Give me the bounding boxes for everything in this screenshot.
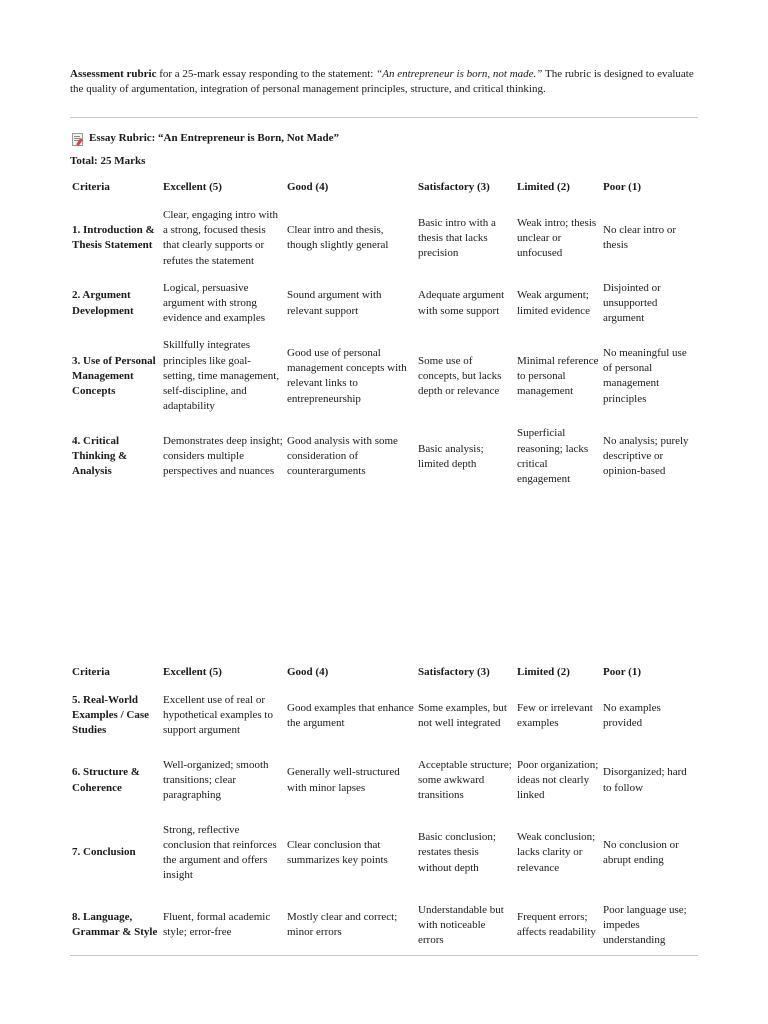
descriptor-cell: Frequent errors; affects readability: [517, 911, 596, 939]
descriptor-cell: Some examples, but not well integrated: [418, 701, 507, 729]
descriptor-cell: Mostly clear and correct; minor errors: [287, 911, 398, 939]
descriptor-cell: Good analysis with some consideration of counterarguments: [287, 435, 398, 478]
column-header: Criteria: [72, 181, 110, 194]
descriptor-cell: Clear, engaging intro with a strong, focused thesis that clearly supports or refutes the statement: [163, 209, 279, 267]
criterion-cell: 8. Language, Grammar & Style: [72, 911, 158, 939]
descriptor-cell: Clear conclusion that summarizes key points: [287, 838, 388, 867]
divider-bottom: [70, 955, 698, 956]
column-header: Poor (1): [603, 181, 641, 194]
descriptor-cell: Generally well-structured with minor lapses: [287, 766, 400, 794]
document-pencil-icon: [70, 132, 84, 146]
descriptor-cell: No clear intro or thesis: [603, 224, 676, 252]
descriptor-cell: Logical, persuasive argument with strong evidence and examples: [163, 281, 266, 325]
descriptor-cell: Some use of concepts, but lacks depth or relevance: [418, 354, 502, 398]
criterion-cell: 7. Conclusion: [72, 846, 136, 859]
rubric-title-text: Essay Rubric: “An Entrepreneur is Born, Not Made”: [89, 132, 339, 144]
descriptor-cell: Superficial reasoning; lacks critical engagement: [517, 427, 589, 486]
column-header: Poor (1): [603, 666, 641, 679]
column-header: Satisfactory (3): [418, 181, 490, 194]
descriptor-cell: Poor language use; impedes understanding: [603, 903, 687, 947]
descriptor-cell: No examples provided: [603, 701, 661, 729]
divider-top: [70, 117, 698, 118]
criterion-cell: 2. Argument Development: [72, 289, 134, 317]
descriptor-cell: Excellent use of real or hypothetical examples to support argument: [163, 694, 273, 737]
column-header: Criteria: [72, 666, 110, 679]
descriptor-cell: Acceptable structure; some awkward transitions: [418, 758, 512, 802]
descriptor-cell: Adequate argument with some support: [418, 289, 505, 317]
descriptor-cell: Demonstrates deep insight; considers multiple perspectives and nuances: [163, 435, 283, 478]
descriptor-cell: Good use of personal management concepts with relevant links to entrepreneurship: [287, 347, 407, 405]
descriptor-cell: Understandable but with noticeable errors: [418, 903, 504, 947]
descriptor-cell: Poor organization; ideas not clearly linked: [517, 758, 599, 802]
criterion-cell: 4. Critical Thinking & Analysis: [72, 435, 128, 478]
intro-quote: “An entrepreneur is born, not made.”: [376, 68, 543, 80]
descriptor-cell: Sound argument with relevant support: [287, 289, 382, 317]
table-row: [70, 275, 700, 333]
rubric-table-part-2: [70, 659, 700, 961]
criterion-cell: 3. Use of Personal Management Concepts: [72, 354, 156, 398]
descriptor-cell: Disjointed or unsupported argument: [603, 281, 661, 325]
intro-paragraph: [70, 67, 700, 97]
intro-text-before-quote: for a 25-mark essay responding to the statement:: [156, 68, 377, 80]
descriptor-cell: Basic conclusion; restates thesis without depth: [418, 831, 496, 874]
intro-text-after-quote: The rubric is designed to evaluate the quality of argumentation, integration of personal management principles, structure, and critical thinking.: [70, 68, 694, 95]
criterion-cell: 6. Structure & Coherence: [72, 766, 140, 794]
intro-bold-lead: Assessment rubric: [70, 68, 157, 80]
column-header: Good (4): [287, 666, 329, 679]
descriptor-cell: Weak conclusion; lacks clarity or relevance: [517, 831, 596, 874]
rubric-title: [70, 131, 339, 146]
descriptor-cell: Few or irrelevant examples: [517, 701, 593, 729]
descriptor-cell: Basic analysis; limited depth: [418, 442, 484, 470]
column-header: Good (4): [287, 181, 329, 194]
descriptor-cell: Disorganized; hard to follow: [603, 766, 687, 794]
descriptor-cell: No analysis; purely descriptive or opinion-based: [603, 435, 689, 478]
descriptor-cell: No meaningful use of personal management principles: [603, 347, 687, 405]
column-header: Excellent (5): [163, 666, 222, 679]
table-row: [70, 817, 700, 890]
descriptor-cell: Clear intro and thesis, though slightly general: [287, 224, 389, 252]
column-header: Limited (2): [517, 666, 570, 679]
descriptor-cell: Weak intro; thesis unclear or unfocused: [517, 216, 597, 259]
rubric-table-part-1: [70, 174, 700, 493]
descriptor-cell: Strong, reflective conclusion that reinforces the argument and offers insight: [163, 823, 277, 882]
table-row: [70, 202, 700, 275]
column-header: Satisfactory (3): [418, 666, 490, 679]
criterion-cell: 5. Real-World Examples / Case Studies: [72, 694, 149, 737]
descriptor-cell: Good examples that enhance the argument: [287, 701, 414, 729]
criterion-cell: 1. Introduction & Thesis Statement: [72, 224, 155, 252]
table-row: [70, 332, 700, 420]
descriptor-cell: Fluent, formal academic style; error-free: [163, 911, 271, 939]
table-header-row: [70, 659, 700, 687]
descriptor-cell: Minimal reference to personal management: [517, 354, 599, 398]
table-row: [70, 420, 700, 493]
descriptor-cell: No conclusion or abrupt ending: [603, 838, 679, 867]
descriptor-cell: Well-organized; smooth transitions; clear paragraphing: [163, 758, 269, 802]
descriptor-cell: Weak argument; limited evidence: [517, 289, 590, 317]
table-row: [70, 687, 700, 745]
column-header: Limited (2): [517, 181, 570, 194]
total-marks: Total: 25 Marks: [70, 155, 146, 167]
table-header-row: [70, 174, 700, 202]
descriptor-cell: Basic intro with a thesis that lacks precision: [418, 216, 496, 259]
table-row: [70, 745, 700, 817]
column-header: Excellent (5): [163, 181, 222, 194]
table-row: [70, 889, 700, 961]
descriptor-cell: Skillfully integrates principles like goal-setting, time management, self-discipline, and adaptability: [163, 339, 280, 413]
